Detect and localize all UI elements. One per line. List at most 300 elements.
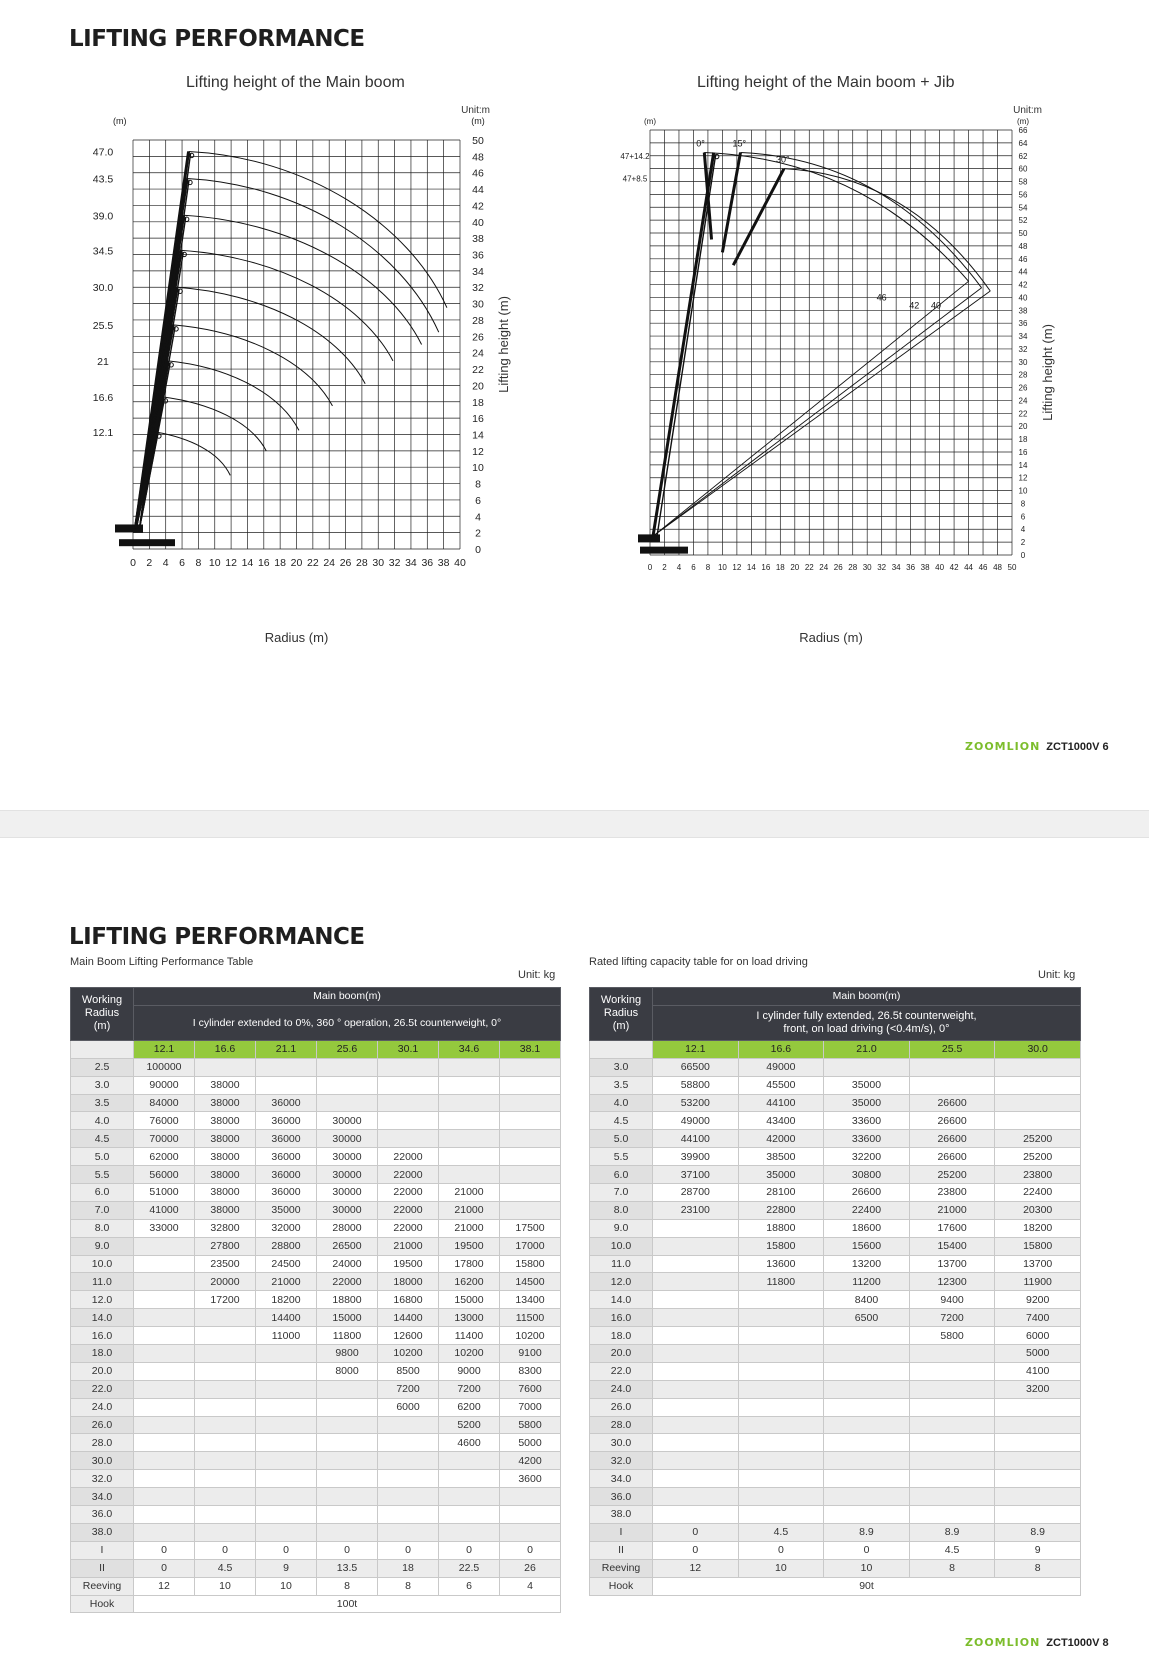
chart-title-main-boom: Lifting height of the Main boom	[186, 74, 405, 91]
x-tick-label: 48	[993, 563, 1002, 572]
table-cell: 30000	[317, 1184, 378, 1202]
table-cell: 26600	[824, 1184, 910, 1202]
boom-length-label: 25.5	[92, 319, 114, 332]
table-cell	[500, 1166, 561, 1184]
row-label: 34.0	[590, 1470, 653, 1488]
hook-capacity: 90t	[653, 1577, 1081, 1595]
x-tick-label: 32	[877, 563, 887, 572]
boom-length-header: 30.0	[995, 1040, 1081, 1058]
table-cell	[378, 1112, 439, 1130]
table-cell: 30800	[824, 1166, 910, 1184]
y-unit-right: (m)	[471, 116, 485, 126]
table-cell	[439, 1112, 500, 1130]
table-cell: 11200	[824, 1273, 910, 1291]
row-label: I	[590, 1523, 653, 1541]
boom-length-header: 30.1	[378, 1040, 439, 1058]
y-tick-label: 36	[472, 249, 484, 262]
table-cell	[824, 1488, 910, 1506]
table-cell: 22000	[378, 1219, 439, 1237]
table-row	[590, 1112, 1081, 1130]
table-row	[71, 1255, 561, 1273]
table-cell: 8000	[317, 1362, 378, 1380]
table-row	[71, 1506, 561, 1524]
table-cell: 28800	[256, 1237, 317, 1255]
table-cell: 32800	[195, 1219, 256, 1237]
table-cell	[995, 1398, 1081, 1416]
y-tick-label: 16	[1018, 447, 1028, 457]
row-label: 20.0	[590, 1345, 653, 1363]
y-tick-label: 28	[1018, 370, 1028, 380]
hook-capacity: 100t	[134, 1595, 561, 1613]
table-cell: 4	[500, 1577, 561, 1595]
y-tick-label: 10	[1018, 486, 1028, 496]
table-cell	[653, 1273, 739, 1291]
table-cell: 0	[317, 1541, 378, 1559]
y-tick-label: 8	[1020, 499, 1026, 509]
table-cell	[195, 1398, 256, 1416]
table-cell	[195, 1309, 256, 1327]
y-tick-label: 48	[472, 151, 484, 164]
table-cell: 53200	[653, 1094, 739, 1112]
table-row	[71, 1166, 561, 1184]
row-label: 9.0	[71, 1237, 134, 1255]
table-cell	[256, 1058, 317, 1076]
table-cell: 35000	[738, 1166, 824, 1184]
x-tick-label: 20	[790, 563, 800, 572]
table-cell	[909, 1434, 995, 1452]
row-label: 6.0	[590, 1166, 653, 1184]
y-tick-label: 0	[475, 544, 481, 556]
table-cell	[909, 1416, 995, 1434]
row-label: 20.0	[71, 1362, 134, 1380]
table-cell: 11900	[995, 1273, 1081, 1291]
table-cell	[995, 1058, 1081, 1076]
table-cell: 21000	[378, 1237, 439, 1255]
y-tick-label: 34	[472, 265, 484, 278]
row-label: 5.0	[71, 1148, 134, 1166]
table-cell	[195, 1506, 256, 1524]
row-label: 3.5	[71, 1094, 134, 1112]
table-row	[71, 1362, 561, 1380]
table-cell: 30000	[317, 1166, 378, 1184]
x-tick-label: 36	[421, 557, 434, 569]
table-cell	[317, 1434, 378, 1452]
table-row	[590, 1201, 1081, 1219]
table-cell	[134, 1506, 195, 1524]
table-cell	[378, 1076, 439, 1094]
table-cell: 18800	[317, 1291, 378, 1309]
table-cell: 9200	[995, 1291, 1081, 1309]
boom-length-label: 12.1	[92, 427, 114, 440]
table-cell	[256, 1452, 317, 1470]
table-cell: 32000	[256, 1219, 317, 1237]
x-tick-label: 40	[454, 557, 466, 569]
table-cell: 7200	[909, 1309, 995, 1327]
boom-length-label: 39.0	[92, 210, 114, 223]
row-label: 14.0	[71, 1309, 134, 1327]
y-tick-label: 14	[472, 429, 484, 442]
table-cell: 18200	[256, 1291, 317, 1309]
table-row	[590, 1398, 1081, 1416]
working-radius-header: Working Radius (m)	[71, 988, 134, 1041]
table-cell	[500, 1112, 561, 1130]
table-cell: 7400	[995, 1309, 1081, 1327]
table-cell: 62000	[134, 1148, 195, 1166]
row-label: Reeving	[590, 1559, 653, 1577]
table-row	[71, 1416, 561, 1434]
table-cell	[909, 1362, 995, 1380]
table-row	[71, 1058, 561, 1076]
table-cell: 22000	[378, 1184, 439, 1202]
row-label: 6.0	[71, 1184, 134, 1202]
row-label: 12.0	[71, 1291, 134, 1309]
y-tick-label: 42	[1018, 280, 1028, 290]
table-cell	[256, 1470, 317, 1488]
table-cell	[195, 1523, 256, 1541]
table-cell	[824, 1434, 910, 1452]
y-tick-label: 0	[1020, 551, 1026, 560]
offset-angle-label: 0°	[696, 138, 705, 149]
table-cell: 30000	[317, 1112, 378, 1130]
table-cell: 26600	[909, 1112, 995, 1130]
table-cell	[256, 1345, 317, 1363]
table-cell	[195, 1434, 256, 1452]
x-tick-label: 2	[662, 563, 667, 572]
table-row	[590, 1470, 1081, 1488]
table-cell: 3200	[995, 1380, 1081, 1398]
row-label: 5.5	[590, 1148, 653, 1166]
row-label: 38.0	[71, 1523, 134, 1541]
brand-footer-2	[965, 1636, 1109, 1649]
table-cell	[738, 1416, 824, 1434]
table-cell: 30000	[317, 1130, 378, 1148]
table-cell: 0	[195, 1541, 256, 1559]
table-cell	[317, 1523, 378, 1541]
boom-length-header: 21.0	[824, 1040, 910, 1058]
table-row	[590, 1255, 1081, 1273]
table-row	[590, 1541, 1081, 1559]
table-cell	[824, 1058, 910, 1076]
table-cell	[824, 1362, 910, 1380]
table-cell: 22400	[995, 1184, 1081, 1202]
working-range-curve	[184, 215, 422, 344]
table-cell	[653, 1255, 739, 1273]
jib-1	[722, 153, 740, 253]
row-label: 4.5	[71, 1130, 134, 1148]
page-title-1: LIFTING PERFORMANCE	[69, 26, 365, 52]
table-cell	[134, 1237, 195, 1255]
table-cell	[378, 1523, 439, 1541]
row-label: Reeving	[71, 1577, 134, 1595]
table-cell: 18200	[995, 1219, 1081, 1237]
table-cell	[134, 1416, 195, 1434]
y-tick-label: 64	[1018, 138, 1028, 148]
table-cell	[439, 1470, 500, 1488]
table-cell: 20300	[995, 1201, 1081, 1219]
table-cell: 38000	[195, 1148, 256, 1166]
table-cell: 26500	[317, 1237, 378, 1255]
y-tick-label: 56	[1018, 190, 1028, 200]
table-cell	[134, 1434, 195, 1452]
table-cell: 4.5	[738, 1523, 824, 1541]
row-label: 5.0	[590, 1130, 653, 1148]
table-cell: 33000	[134, 1219, 195, 1237]
table-cell: 76000	[134, 1112, 195, 1130]
boom-length-header: 21.1	[256, 1040, 317, 1058]
x-tick-label: 34	[405, 557, 417, 569]
table-cell: 7200	[378, 1380, 439, 1398]
table-cell	[134, 1523, 195, 1541]
x-tick-label: 4	[676, 563, 682, 572]
table-cell: 26600	[909, 1130, 995, 1148]
left-table-unit: Unit: kg	[518, 969, 556, 981]
table-cell: 23100	[653, 1201, 739, 1219]
boom-length-label: 43.5	[92, 173, 114, 186]
boom-chord	[657, 155, 716, 537]
table-cell: 4200	[500, 1452, 561, 1470]
table-cell: 33600	[824, 1112, 910, 1130]
table-cell	[317, 1058, 378, 1076]
y-tick-label: 42	[472, 200, 484, 213]
table-cell: 38000	[195, 1094, 256, 1112]
page-separator	[0, 810, 1149, 838]
table-cell: 0	[439, 1541, 500, 1559]
model-page-number: ZCT1000V 8	[1046, 1637, 1109, 1649]
table-cell: 36000	[256, 1166, 317, 1184]
table-row	[590, 1523, 1081, 1541]
table-cell	[195, 1345, 256, 1363]
table-row	[590, 1345, 1081, 1363]
table-cell: 84000	[134, 1094, 195, 1112]
x-axis-label: Radius (m)	[799, 630, 863, 645]
operating-condition: I cylinder extended to 0%, 360 ° operation, 26.5t counterweight, 0°	[134, 1005, 561, 1040]
table-cell: 26	[500, 1559, 561, 1577]
table-cell: 36000	[256, 1112, 317, 1130]
table-cell	[500, 1094, 561, 1112]
x-tick-label: 40	[935, 563, 945, 572]
row-label: 9.0	[590, 1219, 653, 1237]
table-cell	[653, 1452, 739, 1470]
hook-row	[71, 1595, 561, 1613]
table-cell: 4600	[439, 1434, 500, 1452]
table-cell: 43400	[738, 1112, 824, 1130]
table-row	[590, 1309, 1081, 1327]
table-cell	[653, 1327, 739, 1345]
row-label: 4.5	[590, 1112, 653, 1130]
grid	[650, 130, 1012, 555]
table-cell: 10	[738, 1559, 824, 1577]
table-cell: 6200	[439, 1398, 500, 1416]
x-tick-label: 26	[339, 557, 352, 569]
chart-main-boom	[85, 100, 545, 660]
table-row	[590, 1166, 1081, 1184]
table-cell: 44100	[653, 1130, 739, 1148]
table-cell	[500, 1076, 561, 1094]
table-cell: 26600	[909, 1094, 995, 1112]
table-cell: 15000	[317, 1309, 378, 1327]
table-cell	[738, 1327, 824, 1345]
table-cell	[378, 1416, 439, 1434]
row-label: 24.0	[71, 1398, 134, 1416]
table-cell	[134, 1470, 195, 1488]
table-cell	[653, 1345, 739, 1363]
table-cell: 0	[653, 1541, 739, 1559]
table-row	[71, 1327, 561, 1345]
row-label: 3.5	[590, 1076, 653, 1094]
table-row	[71, 1309, 561, 1327]
table-cell: 6500	[824, 1309, 910, 1327]
table-cell	[738, 1345, 824, 1363]
table-cell	[256, 1076, 317, 1094]
row-label: 16.0	[590, 1309, 653, 1327]
on-load-driving-table	[589, 987, 1081, 1596]
table-cell: 45500	[738, 1076, 824, 1094]
table-cell	[500, 1058, 561, 1076]
row-label: 22.0	[590, 1362, 653, 1380]
y-tick-label: 50	[1018, 229, 1028, 239]
table-cell: 8	[909, 1559, 995, 1577]
row-label: 36.0	[590, 1488, 653, 1506]
row-label: 4.0	[590, 1094, 653, 1112]
table-cell	[256, 1362, 317, 1380]
table-cell	[256, 1416, 317, 1434]
boom-chord	[653, 153, 714, 537]
table-cell	[134, 1362, 195, 1380]
y-tick-label: 32	[1018, 344, 1028, 354]
x-tick-label: 20	[290, 557, 303, 569]
x-tick-label: 6	[691, 563, 696, 572]
table-row	[590, 1184, 1081, 1202]
table-cell: 0	[378, 1541, 439, 1559]
table-row	[71, 1130, 561, 1148]
table-cell	[134, 1488, 195, 1506]
table-row	[590, 1237, 1081, 1255]
table-cell: 0	[134, 1559, 195, 1577]
y-tick-label: 22	[1018, 409, 1028, 419]
row-label: 22.0	[71, 1380, 134, 1398]
table-cell	[500, 1148, 561, 1166]
table-cell: 18600	[824, 1219, 910, 1237]
table-cell	[134, 1327, 195, 1345]
boom-length-label: 47+14.2	[620, 151, 650, 161]
y-tick-label: 4	[1020, 525, 1026, 535]
table-cell	[653, 1309, 739, 1327]
table-cell: 9800	[317, 1345, 378, 1363]
table-cell: 11000	[256, 1327, 317, 1345]
x-tick-label: 16	[257, 557, 270, 569]
table-cell	[995, 1076, 1081, 1094]
row-label: 24.0	[590, 1380, 653, 1398]
table-cell: 44100	[738, 1094, 824, 1112]
table-cell: 10	[824, 1559, 910, 1577]
table-row	[590, 1273, 1081, 1291]
y-axis-label: Lifting height (m)	[1040, 324, 1055, 421]
table-cell: 100000	[134, 1058, 195, 1076]
table-cell: 13000	[439, 1309, 500, 1327]
row-label: 11.0	[71, 1273, 134, 1291]
table-cell: 6	[439, 1577, 500, 1595]
right-table-caption: Rated lifting capacity table for on load driving	[589, 956, 808, 968]
right-table-unit: Unit: kg	[1038, 969, 1076, 981]
table-row	[590, 1434, 1081, 1452]
y-tick-label: 62	[1018, 151, 1028, 161]
table-row	[590, 1327, 1081, 1345]
row-label: 18.0	[71, 1345, 134, 1363]
table-cell	[317, 1416, 378, 1434]
y-tick-label: 16	[472, 413, 484, 426]
table-cell: 13700	[909, 1255, 995, 1273]
table-cell: 56000	[134, 1166, 195, 1184]
table-cell: 13.5	[317, 1559, 378, 1577]
table-cell: 36000	[256, 1094, 317, 1112]
y-axis-label: Lifting height (m)	[496, 296, 511, 393]
table-cell: 36000	[256, 1184, 317, 1202]
table-cell: 9400	[909, 1291, 995, 1309]
x-tick-label: 46	[978, 563, 988, 572]
y-tick-label: 10	[472, 462, 484, 475]
table-cell	[824, 1327, 910, 1345]
table-cell: 17200	[195, 1291, 256, 1309]
table-cell	[995, 1470, 1081, 1488]
working-radius-header: Working Radius (m)	[590, 988, 653, 1041]
y-tick-label: 54	[1018, 203, 1028, 213]
brand-footer-1	[965, 740, 1109, 753]
table-row	[71, 1148, 561, 1166]
table-cell: 22000	[317, 1273, 378, 1291]
x-tick-label: 38	[920, 563, 930, 572]
table-cell	[500, 1201, 561, 1219]
table-cell	[378, 1058, 439, 1076]
y-tick-label: 30	[1018, 357, 1028, 367]
table-cell: 38000	[195, 1184, 256, 1202]
table-cell	[378, 1488, 439, 1506]
table-cell	[738, 1380, 824, 1398]
table-cell	[824, 1506, 910, 1524]
x-tick-label: 10	[208, 557, 221, 569]
boom-length-header: 16.6	[738, 1040, 824, 1058]
table-cell	[909, 1345, 995, 1363]
working-range-curve	[784, 169, 990, 291]
table-cell: 17800	[439, 1255, 500, 1273]
table-cell: 14500	[500, 1273, 561, 1291]
table-cell: 10	[195, 1577, 256, 1595]
y-tick-label: 36	[1018, 319, 1028, 329]
table-cell: 11500	[500, 1309, 561, 1327]
table-row	[71, 1273, 561, 1291]
y-tick-label: 66	[1018, 126, 1028, 135]
table-cell	[824, 1416, 910, 1434]
table-row	[71, 1452, 561, 1470]
table-cell: 19500	[378, 1255, 439, 1273]
y-tick-label: 40	[1018, 293, 1028, 303]
y-tick-label: 26	[1018, 383, 1028, 393]
table-row	[590, 1488, 1081, 1506]
table-cell	[653, 1470, 739, 1488]
y-tick-label: 22	[472, 364, 484, 377]
row-label: 36.0	[71, 1506, 134, 1524]
table-cell	[653, 1219, 739, 1237]
table-cell: 9100	[500, 1345, 561, 1363]
table-cell: 24500	[256, 1255, 317, 1273]
table-cell: 27800	[195, 1237, 256, 1255]
row-label: II	[71, 1559, 134, 1577]
row-label: 26.0	[590, 1398, 653, 1416]
table-cell: 12	[653, 1559, 739, 1577]
table-cell	[500, 1130, 561, 1148]
table-cell: 30000	[317, 1148, 378, 1166]
boom-length-label: 34.5	[92, 245, 114, 258]
boom-length-label: 47+8.5	[622, 174, 648, 184]
